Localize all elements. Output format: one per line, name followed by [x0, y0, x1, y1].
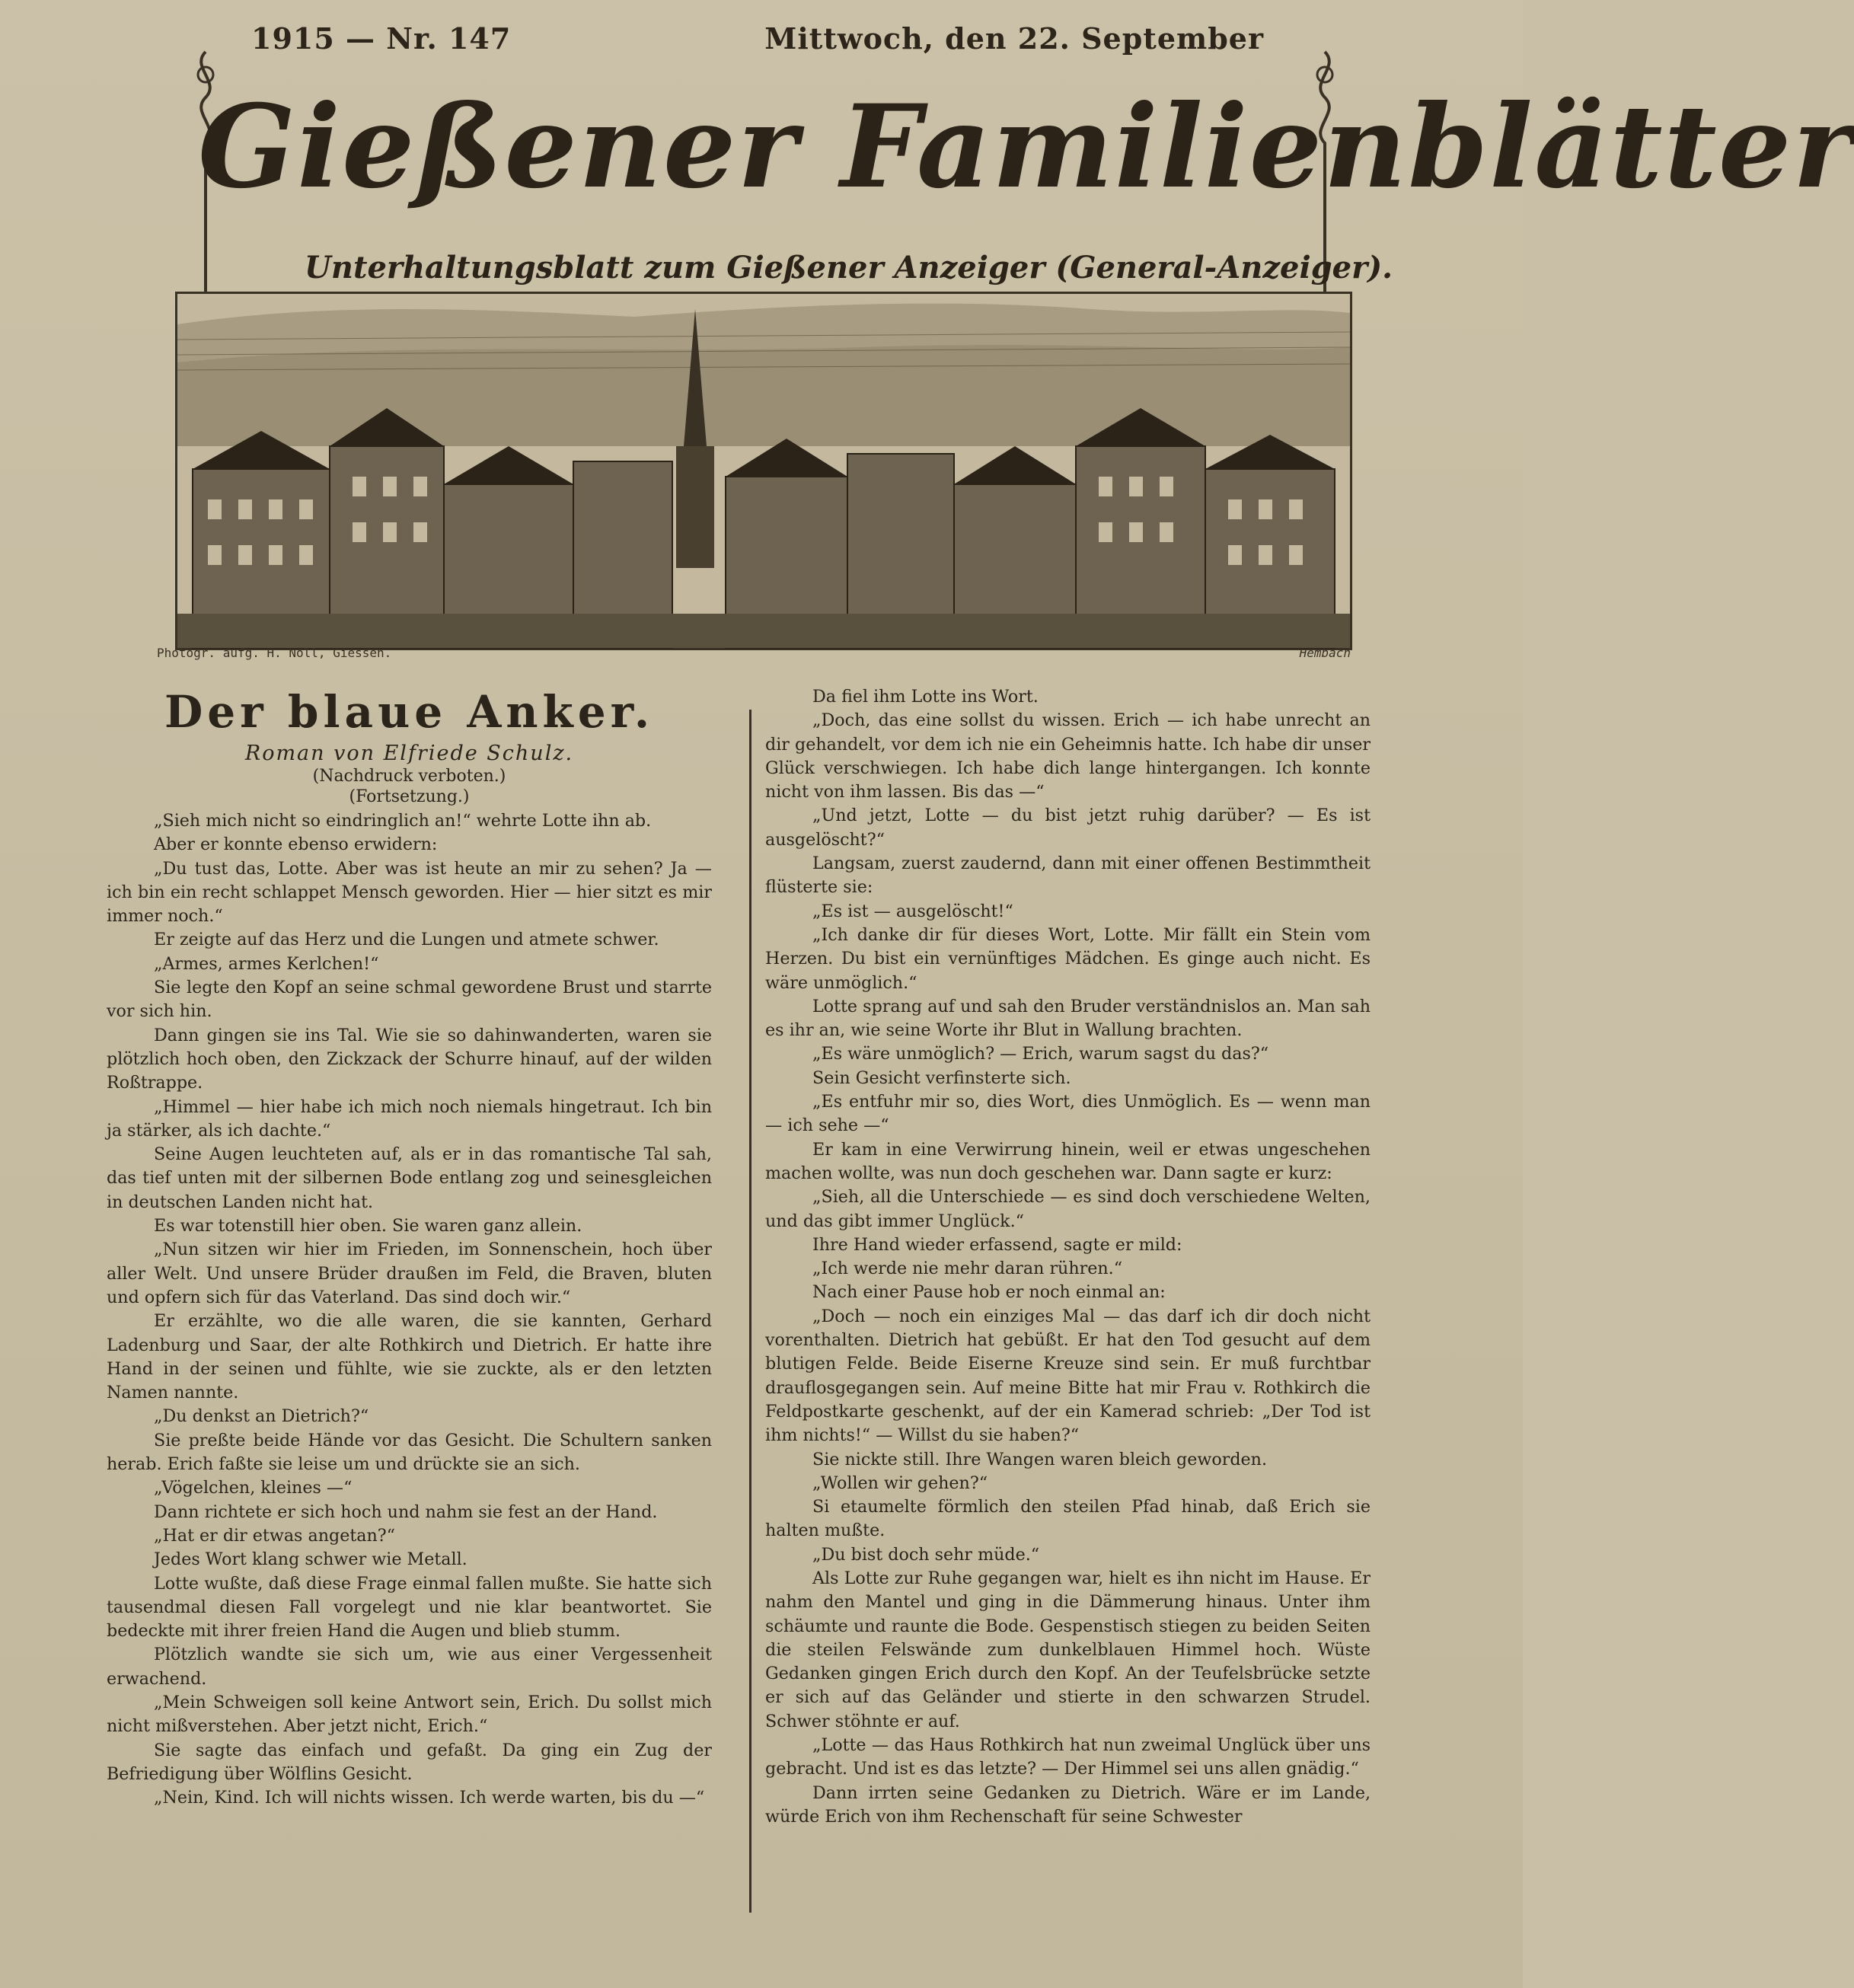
paragraph: Er zeigte auf das Herz und die Lungen und atmete schwer. — [154, 930, 659, 950]
paragraph: „Sieh, all die Unterschiede — es sind doch verschiedene Welten, und das gibt immer Unglück.“ — [765, 1187, 1371, 1231]
paragraph: „Nein, Kind. Ich will nichts wissen. Ich werde warten, bis du —“ — [154, 1788, 705, 1808]
paragraph: „Ich danke dir für dieses Wort, Lotte. Mir fällt ein Stein vom Herzen. Du bist ein vernünftiges Mädchen. Es ginge auch nicht. Es wäre unmöglich.“ — [765, 924, 1371, 993]
paragraph: Sein Gesicht verfinsterte sich. — [812, 1067, 1071, 1088]
paragraph: Es war totenstill hier oben. Sie waren ganz allein. — [154, 1216, 582, 1237]
paragraph: Dann richtete er sich hoch und nahm sie fest an der Hand. — [154, 1501, 658, 1522]
paragraph: „Lotte — das Haus Rothkirch hat nun zweimal Unglück über uns gebracht. Und ist es das letzte? — Der Himmel sei uns allen gnädig.“ — [765, 1735, 1371, 1779]
left-column — [107, 685, 712, 1810]
left-column-text — [107, 809, 712, 1810]
newspaper-subtitle: Unterhaltungsblatt zum Gießener Anzeiger (General-Anzeiger). — [305, 250, 1393, 286]
town-engraving-image — [175, 292, 1352, 650]
paragraph: „Wollen wir gehen?“ — [812, 1473, 988, 1493]
paragraph: „Du denkst an Dietrich?“ — [154, 1406, 369, 1427]
paragraph: „Es entfuhr mir so, dies Wort, dies Unmöglich. Es — wenn man — ich sehe —“ — [765, 1092, 1371, 1136]
paragraph: „Du tust das, Lotte. Aber was ist heute an mir zu sehen? Ja — ich bin ein recht schlappet Mensch geworden. Hier — hier sitzt es mir immer noch.“ — [107, 858, 712, 927]
photo-credit: Photogr. aufg. H. Noll, Giessen. — [157, 646, 392, 660]
paragraph: Sie preßte beide Hände vor das Gesicht. Die Schultern sanken herab. Erich faßte sie leise um und drückte sie an sich. — [107, 1430, 712, 1475]
engraver-signature: Hembach — [1299, 646, 1351, 660]
reprint-note: (Nachdruck verboten.) — [312, 767, 506, 786]
paragraph: Als Lotte zur Ruhe gegangen war, hielt es ihn nicht im Hause. Er nahm den Mantel und ging in die Dämmerung hinaus. Unter ihm schäumte und raunte die Bode. Gespenstisch stiegen zu beiden Seiten die steilen Felswände zum dunkelblauen Himmel hoch. Wüste Gedanken gingen Erich durch den Kopf. An der Teufelsbrücke setzte er sich auf das Geländer und stierte in den schwarzen Strudel. Schwer stöhnte er auf. — [765, 1568, 1371, 1731]
paragraph: Si etaumelte förmlich den steilen Pfad hinab, daß Erich sie halten mußte. — [765, 1497, 1371, 1541]
masthead — [152, 21, 1854, 661]
paragraph: Er kam in eine Verwirrung hinein, weil er etwas ungeschehen machen wollte, was nun doch geschehen war. Dann sagte er kurz: — [765, 1139, 1371, 1183]
paragraph: Aber er konnte ebenso erwidern: — [154, 834, 438, 855]
paragraph: „Ich werde nie mehr daran rühren.“ — [812, 1259, 1123, 1279]
issue-number: 1915 — Nr. 147 — [251, 21, 512, 56]
right-column — [765, 685, 1371, 1829]
paragraph: „Nun sitzen wir hier im Frieden, im Sonnenschein, hoch über aller Welt. Und unsere Brüder draußen im Feld, die Braven, bluten und opfern sich für das Vaterland. Das sind doch wir.“ — [107, 1240, 712, 1307]
paragraph: Nach einer Pause hob er noch einmal an: — [812, 1282, 1166, 1303]
paragraph: „Armes, armes Kerlchen!“ — [154, 953, 379, 974]
paragraph: Dann gingen sie ins Tal. Wie sie so dahinwanderten, waren sie plötzlich hoch oben, den Zickzack der Schurre hinauf, auf der wilden Roßtrappe. — [107, 1025, 712, 1093]
paragraph: „Himmel — hier habe ich mich noch niemals hingetraut. Ich bin ja stärker, als ich dachte.“ — [107, 1096, 712, 1141]
paragraph: „Sieh mich nicht so eindringlich an!“ wehrte Lotte ihn ab. — [154, 811, 652, 831]
paragraph: Jedes Wort klang schwer wie Metall. — [154, 1549, 467, 1570]
paragraph: Plötzlich wandte sie sich um, wie aus einer Vergessenheit erwachend. — [107, 1645, 712, 1689]
right-column-text — [765, 685, 1371, 1829]
paragraph: Sie nickte still. Ihre Wangen waren bleich geworden. — [812, 1449, 1268, 1469]
paragraph: Langsam, zuerst zaudernd, dann mit einer offenen Bestimmtheit flüsterte sie: — [765, 854, 1371, 898]
story-title: Der blaue Anker. — [164, 686, 655, 738]
paragraph: „Doch — noch ein einziges Mal — das darf ich dir doch nicht vorenthalten. Dietrich hat gebüßt. Er hat den Tod gesucht auf dem blutigen Felde. Beide Eiserne Kreuze sind sein. Er muß furchtbar drauflosgegangen sein. Auf meine Bitte hat mir Frau v. Rothkirch die Feldpostkarte geschenkt, auf der ein Kamerad schrieb: „Der Tod ist ihm nichts!“ — Willst du sie haben?“ — [765, 1306, 1371, 1446]
paragraph: „Mein Schweigen soll keine Antwort sein, Erich. Du sollst mich nicht mißverstehen. Aber jetzt nicht, Erich.“ — [107, 1692, 712, 1737]
paragraph: Da fiel ihm Lotte ins Wort. — [812, 687, 1039, 707]
paragraph: Ihre Hand wieder erfassend, sagte er mild: — [812, 1234, 1182, 1255]
continuation-note: (Fortsetzung.) — [349, 787, 470, 806]
newspaper-title: Gießener Familienblätter — [198, 80, 1854, 214]
paragraph: „Vögelchen, kleines —“ — [154, 1478, 353, 1498]
paragraph: „Du bist doch sehr müde.“ — [812, 1544, 1040, 1565]
story-byline: Roman von Elfriede Schulz. — [244, 742, 574, 765]
paragraph: „Doch, das eine sollst du wissen. Erich — ich habe unrecht an dir gehandelt, vor dem ich nie ein Geheimnis hatte. Ich habe dir unser Glück verschwiegen. Ich habe dich lange hintergangen. Ich konnte nicht von ihm lassen. Bis das —“ — [765, 710, 1371, 803]
paragraph: „Und jetzt, Lotte — du bist jetzt ruhig darüber? — Es ist ausgelöscht?“ — [765, 806, 1371, 850]
paragraph: Lotte sprang auf und sah den Bruder verständnislos an. Man sah es ihr an, wie seine Worte ihr Blut in Wallung brachten. — [765, 996, 1371, 1041]
paragraph: „Hat er dir etwas angetan?“ — [154, 1525, 396, 1546]
paragraph: Seine Augen leuchteten auf, als er in das romantische Tal sah, das tief unten mit der silbernen Bode entlang zog und seinesgleichen in deutschen Landen nicht hat. — [107, 1144, 712, 1212]
issue-date: Mittwoch, den 22. September — [764, 21, 1264, 56]
paragraph: Lotte wußte, daß diese Frage einmal fallen mußte. Sie hatte sich tausendmal diesen Fall vorgelegt und nie klar beantwortet. Sie bedeckte mit ihrer freien Hand die Augen und blieb stumm. — [107, 1573, 712, 1642]
paragraph: Er erzählte, wo die alle waren, die sie kannten, Gerhard Ladenburg und Saar, der alte Rothkirch und Dietrich. Er hatte ihre Hand in der seinen und fühlte, wie sie zuckte, als er den letzten Namen nannte. — [107, 1311, 712, 1403]
paragraph: „Es wäre unmöglich? — Erich, warum sagst du das?“ — [812, 1044, 1269, 1064]
paragraph: Sie sagte das einfach und gefaßt. Da ging ein Zug der Befriedigung über Wölflins Gesicht. — [107, 1740, 712, 1784]
paragraph: Sie legte den Kopf an seine schmal gewordene Brust und starrte vor sich hin. — [107, 978, 712, 1022]
column-divider — [749, 710, 751, 1913]
paragraph: Dann irrten seine Gedanken zu Dietrich. Wäre er im Lande, würde Erich von ihm Rechenschaft für seine Schwester — [765, 1782, 1371, 1827]
paragraph: „Es ist — ausgelöscht!“ — [812, 901, 1013, 921]
